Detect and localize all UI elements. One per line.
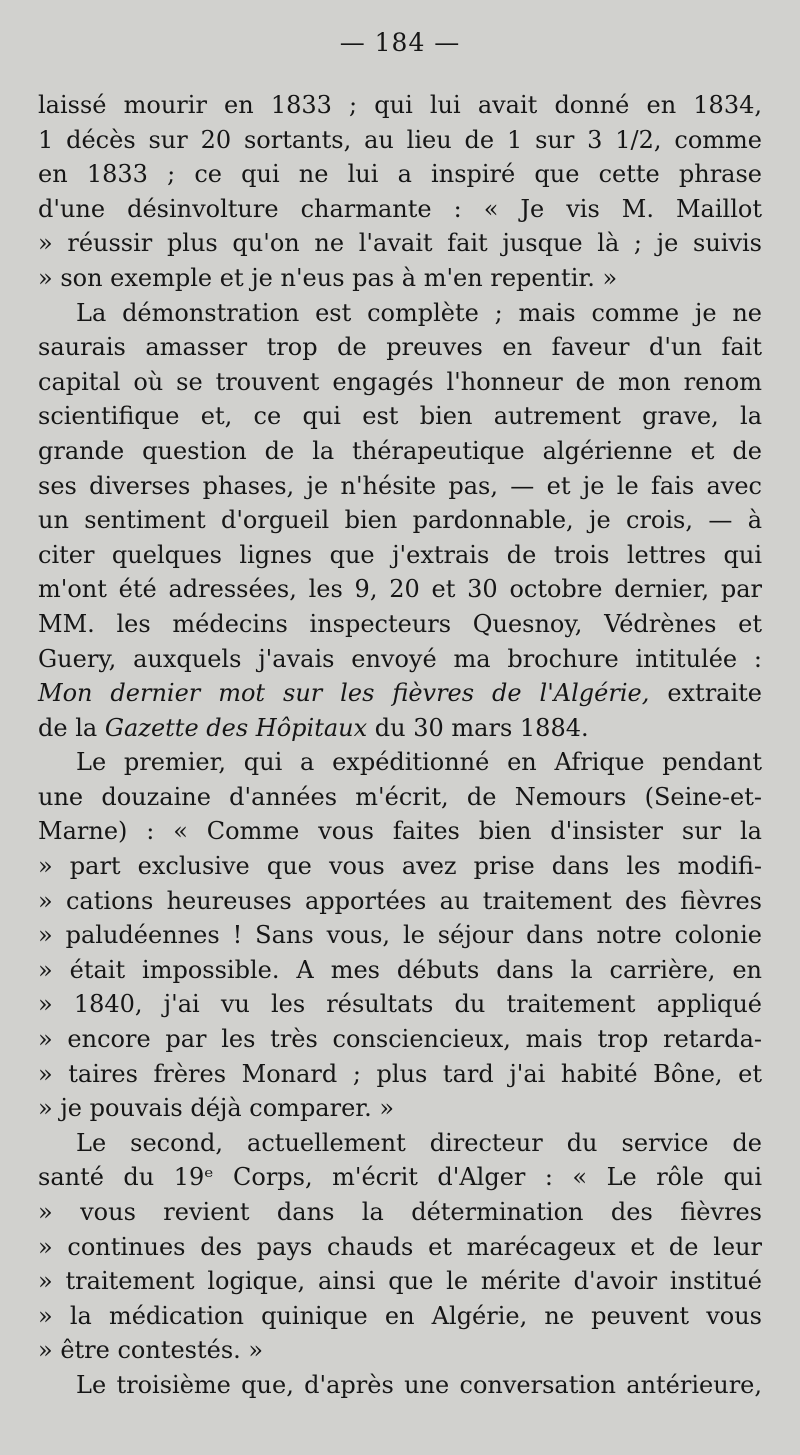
text-line: MM. les médecins inspecteurs Quesnoy, Védrènes et: [38, 609, 762, 638]
text-line: » la médication quinique en Algérie, ne peuvent vous: [38, 1301, 762, 1330]
text-line: » part exclusive que vous avez prise dans les modifi-: [38, 852, 762, 881]
text-line: ses diverses phases, je n'hésite pas, — et je le fais avec: [38, 471, 762, 500]
text-line: » réussir plus qu'on ne l'avait fait jusque là ; je suivis: [38, 229, 762, 258]
paragraph-start-line: La démonstration est complète ; mais comme je ne: [76, 298, 762, 327]
text-line: » encore par les très consciencieux, mais trop retarda-: [38, 1025, 762, 1054]
text-fragment: de la: [38, 713, 98, 742]
text-line: » je pouvais déjà comparer. »: [38, 1094, 395, 1123]
body-text: [38, 88, 762, 1403]
text-line: » paludéennes ! Sans vous, le séjour dans notre colonie: [38, 921, 762, 950]
text-line: une douzaine d'années m'écrit, de Nemours (Seine-et-: [38, 782, 762, 811]
page-number: — 184 —: [339, 28, 461, 57]
text-line: un sentiment d'orgueil bien pardonnable, je crois, — à: [38, 506, 762, 535]
text-line: » taires frères Monard ; plus tard j'ai habité Bône, et: [38, 1059, 762, 1088]
text-line: m'ont été adressées, les 9, 20 et 30 octobre dernier, par: [38, 575, 762, 604]
text-fragment: extraite: [667, 679, 762, 708]
text-line: Marne) : « Comme vous faites bien d'insister sur la: [38, 817, 762, 846]
text-line: » traitement logique, ainsi que le mérite d'avoir institué: [38, 1267, 762, 1296]
text-line: Guery, auxquels j'avais envoyé ma brochure intitulée :: [38, 644, 762, 673]
text-line: citer quelques lignes que j'extrais de trois lettres qui: [38, 540, 762, 569]
text-line: santé du 19ᵉ Corps, m'écrit d'Alger : « Le rôle qui: [38, 1163, 762, 1192]
text-line: 1 décès sur 20 sortants, au lieu de 1 sur 3 1/2, comme: [38, 125, 762, 154]
paragraph-start-line: Le premier, qui a expéditionné en Afrique pendant: [76, 748, 762, 777]
text-line: » 1840, j'ai vu les résultats du traitement appliqué: [38, 990, 762, 1019]
text-line: » continues des pays chauds et marécageux et de leur: [38, 1232, 762, 1261]
paragraph-start-line: Le troisième que, d'après une conversation antérieure,: [76, 1370, 762, 1399]
text-line: en 1833 ; ce qui ne lui a inspiré que cette phrase: [38, 160, 762, 189]
text-line: grande question de la thérapeutique algérienne et de: [38, 436, 762, 465]
journal-title: Gazette des Hôpitaux: [104, 713, 368, 742]
text-line: » était impossible. A mes débuts dans la carrière, en: [38, 955, 762, 984]
text-line: d'une désinvolture charmante : « Je vis M. Maillot: [38, 194, 762, 223]
text-line-mixed: [38, 676, 762, 711]
text-line: » vous revient dans la détermination des fièvres: [38, 1198, 762, 1226]
text-fragment: du 30 mars 1884.: [374, 713, 589, 742]
text-line: laissé mourir en 1833 ; qui lui avait donné en 1834,: [38, 91, 762, 119]
text-line: saurais amasser trop de preuves en faveur d'un fait: [38, 333, 762, 362]
text-line: capital où se trouvent engagés l'honneur de mon renom: [38, 367, 762, 396]
text-line-mixed: [38, 711, 762, 746]
paragraph-start-line: Le second, actuellement directeur du service de: [76, 1128, 762, 1157]
book-title: Mon dernier mot sur les fièvres de l'Algérie,: [38, 679, 650, 708]
text-line: » cations heureuses apportées au traitement des fièvres: [38, 886, 762, 915]
text-line: scientifique et, ce qui est bien autrement grave, la: [38, 402, 762, 431]
text-line: » être contestés. »: [38, 1336, 264, 1365]
text-line: » son exemple et je n'eus pas à m'en repentir. »: [38, 263, 618, 292]
